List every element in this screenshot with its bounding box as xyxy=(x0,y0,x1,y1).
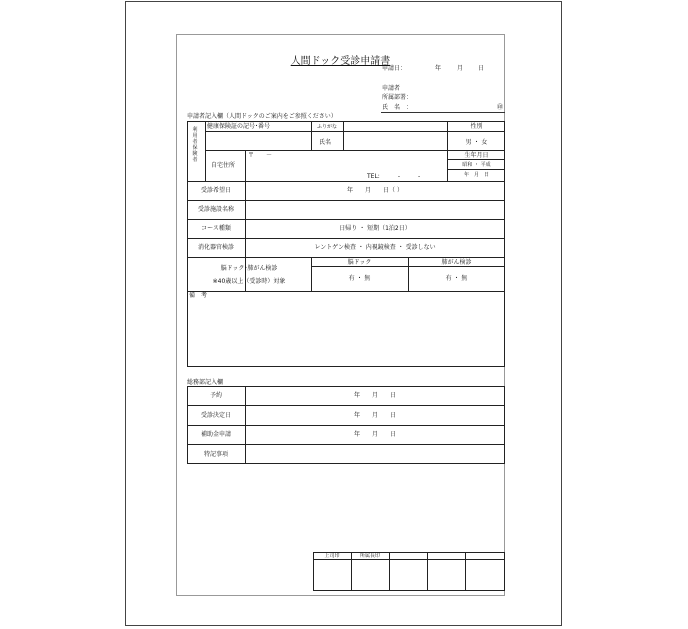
row-value-digestive: レントゲン検査 ・ 内視鏡検査 ・ 受診しない xyxy=(314,244,436,251)
admin-value-decision: 年 月 日 xyxy=(353,412,396,419)
section1-caption: 申請者記入欄（人間ドックのご案内をご参照ください） xyxy=(187,113,337,120)
birth-ymd: 年 月 日 xyxy=(463,172,489,178)
name-underline xyxy=(381,112,505,113)
applicant-label: 申請者 xyxy=(382,85,401,92)
row-label-digestive: 消化器官検診 xyxy=(197,244,234,251)
application-date-label: 申請日： xyxy=(382,65,407,72)
row-value-date: 年 月 日（ ） xyxy=(347,187,403,194)
row-label-facility: 受診施設名称 xyxy=(197,206,234,213)
name-header: 氏名 xyxy=(319,139,332,146)
brain-label: 脳ドック･肺がん検診 xyxy=(220,265,278,272)
admin-label-subsidy: 補助金申請 xyxy=(200,431,231,438)
dept-label: 所属部署： xyxy=(382,94,413,101)
admin-value-reservation: 年 月 日 xyxy=(353,392,396,399)
postal-mark: 〒 － xyxy=(248,152,273,159)
stamp-dept-head: 所属長印 xyxy=(359,553,380,559)
furigana-label: ふりがな xyxy=(317,124,338,130)
date-year: 年 xyxy=(435,65,442,72)
seal-mark: ㊞ xyxy=(497,104,504,111)
birth-header: 生年月日 xyxy=(464,152,489,159)
form-title: 人間ドック受診申請書 xyxy=(290,56,391,67)
admin-label-notes: 特記事項 xyxy=(203,451,228,458)
era-label: 昭和 ・ 平成 xyxy=(462,162,491,168)
row-label-course: コース種類 xyxy=(201,225,231,232)
date-day: 日 xyxy=(478,65,485,72)
stamp-boss: 上司印 xyxy=(324,553,340,559)
admin-value-subsidy: 年 月 日 xyxy=(353,431,396,438)
section2-caption: 総務部記入欄 xyxy=(187,379,224,386)
date-month: 月 xyxy=(457,65,464,72)
document-frame xyxy=(125,1,562,626)
side-label: 利用者保険者 xyxy=(192,127,198,163)
name-label: 氏 名 ： xyxy=(382,104,413,111)
gender-header: 性別 xyxy=(470,123,483,130)
row-label-date: 受診希望日 xyxy=(200,187,231,194)
brain-value: 有 ・ 無 xyxy=(348,275,371,282)
remarks-label: 備 考 xyxy=(189,292,208,299)
admin-label-reservation: 予約 xyxy=(209,392,222,399)
tel-label: TEL: - - xyxy=(367,173,421,180)
lung-col-header: 肺がん検診 xyxy=(441,259,472,266)
brain-note: ※40歳以上（受診時）対象 xyxy=(212,278,286,285)
brain-col-header: 脳ドック xyxy=(347,259,372,266)
address-header: 自宅住所 xyxy=(211,162,236,169)
admin-label-decision: 受診決定日 xyxy=(200,412,231,419)
gender-value: 男 ・ 女 xyxy=(465,139,488,146)
lung-value: 有 ・ 無 xyxy=(445,275,468,282)
row-value-course: 日帰り ・ 短期（1泊2日） xyxy=(339,225,411,232)
insurance-label: 健康保険証の記号･番号 xyxy=(207,123,271,130)
form-page xyxy=(176,34,505,596)
